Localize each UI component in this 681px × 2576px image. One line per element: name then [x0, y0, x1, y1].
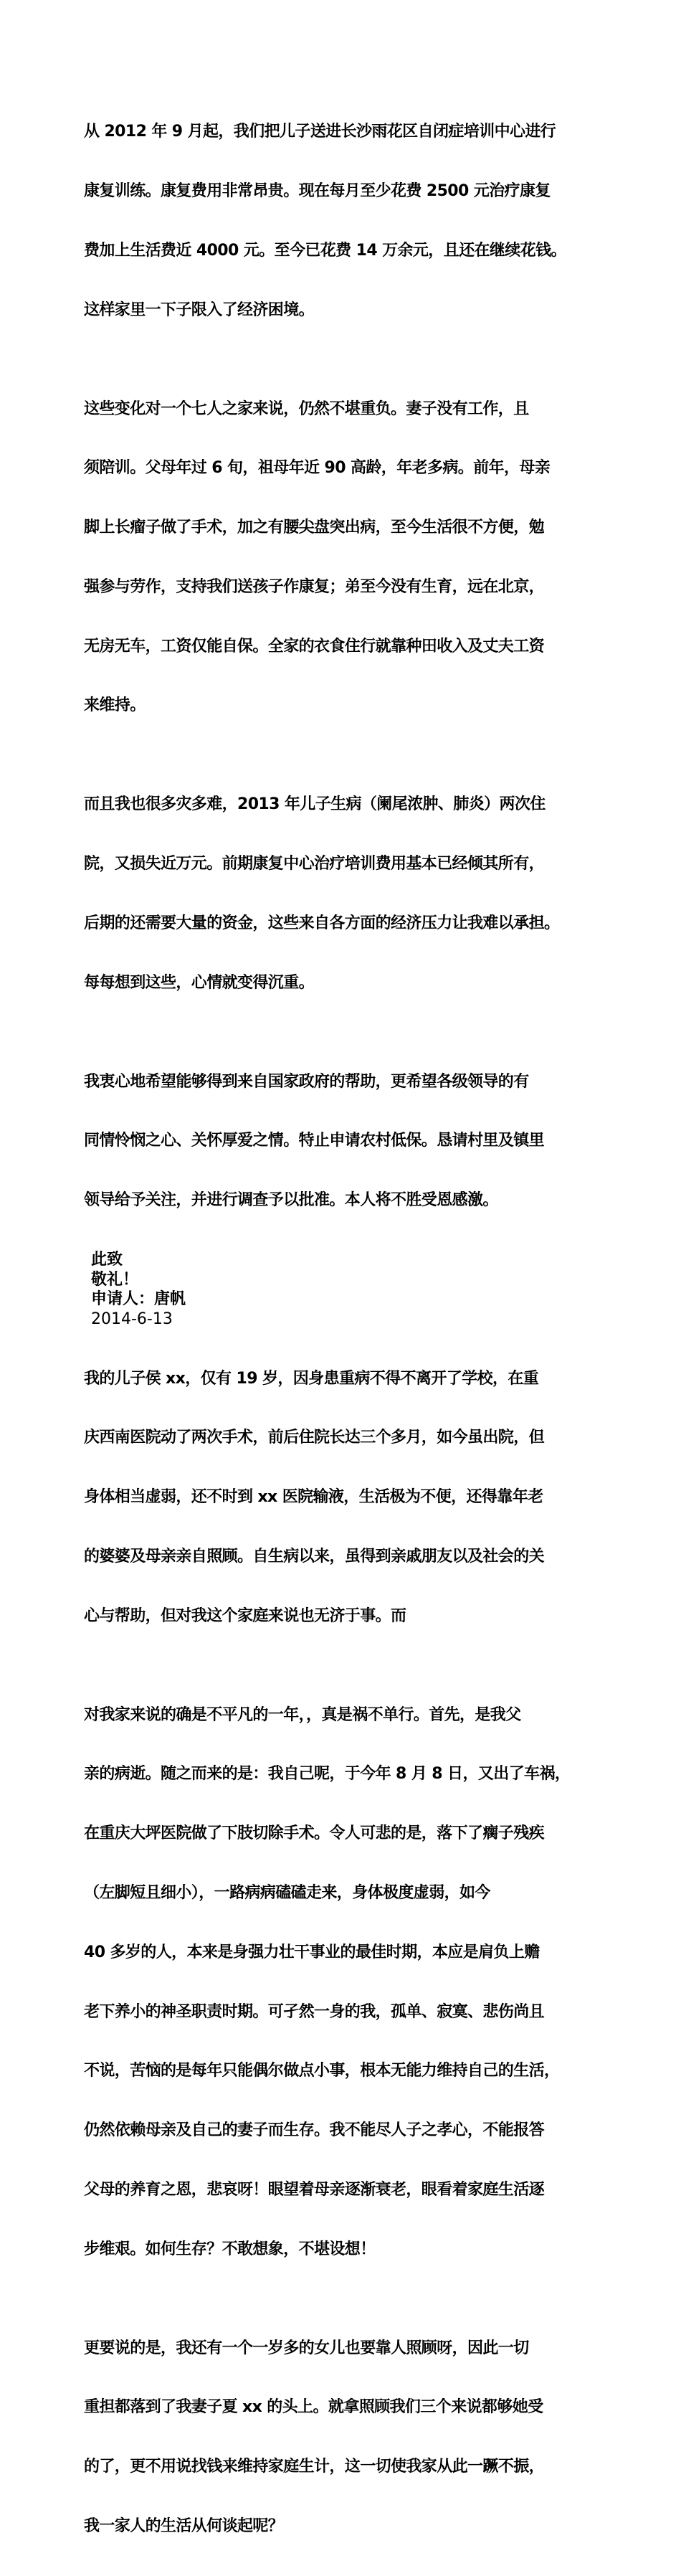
paragraph-accident — [84, 1666, 606, 2299]
text-line: 不说，苦恼的是每年只能偶尔做点小事，根本无能力维持自己的生活， — [84, 2062, 560, 2080]
text-line: 康复训练。康复费用非常昂贵。现在每月至少花费 2500 元治疗康复 — [84, 181, 551, 200]
closing-block — [84, 1250, 606, 1329]
text-line: 重担都落到了我妻子夏 xx 的头上。就拿照顾我们三个来说都够她受 — [84, 2398, 543, 2417]
text-line: 老下养小的神圣职责时期。可孑然一身的我，孤单、寂寞、悲伤尚且 — [84, 2002, 545, 2021]
text-line: 院，又损失近万元。前期康复中心治疗培训费用基本已经倾其所有， — [84, 855, 545, 873]
text-line: 40 多岁的人，本来是身强力壮干事业的最佳时期，本应是肩负上赡 — [84, 1943, 540, 1961]
text-line: 无房无车，工资仅能自保。全家的衣食住行就靠种田收入及丈夫工资 — [84, 637, 545, 655]
text-line: 须陪训。父母年过 6 旬，祖母年近 90 高龄，年老多病。前年，母亲 — [84, 459, 551, 478]
paragraph-son-illness — [84, 1329, 606, 1665]
text-line: 步维艰。如何生存？不敢想象，不堪设想！ — [84, 2240, 376, 2258]
text-line: 的婆婆及母亲亲自照顾。自生病以来，虽得到亲戚朋友以及社会的关 — [84, 1547, 545, 1566]
text-line: 费加上生活费近 4000 元。至今已花费 14 万余元，且还在继续花钱。 — [84, 241, 566, 260]
text-line: 更要说的是，我还有一个一岁多的女儿也要靠人照顾呀，因此一切 — [84, 2339, 529, 2357]
text-line: 同情怜悯之心、关怀厚爱之情。特止申请农村低保。恳请村里及镇里 — [84, 1132, 545, 1150]
text-line: 强参与劳作，支持我们送孩子作康复；弟至今没有生育，远在北京， — [84, 577, 545, 596]
applicant-signature: 申请人：唐帆 — [91, 1290, 186, 1309]
text-line: 庆西南医院动了两次手术，前后住院长达三个多月，如今虽出院，但 — [84, 1429, 545, 1447]
text-line: 我的儿子侯 xx，仅有 19 岁，因身患重病不得不离开了学校，在重 — [84, 1369, 539, 1388]
text-line: 来维持。 — [84, 696, 146, 715]
paragraph-hardships — [84, 755, 606, 1032]
letter-date: 2014-6-13 — [91, 1310, 173, 1328]
text-line: 身体相当虚弱，还不时到 xx 医院输液，生活极为不便，还得靠年老 — [84, 1488, 543, 1507]
text-line: 领导给予关注，并进行调查予以批准。本人将不胜受恩感激。 — [84, 1191, 498, 1210]
text-line: 而且我也很多灾多难，2013 年儿子生病（阑尾浓肿、肺炎）两次住 — [84, 795, 546, 814]
text-line: 在重庆大坪医院做了下肢切除手术。令人可悲的是，落下了瘸子残疾 — [84, 1824, 545, 1843]
closing-salutation: 此致 — [91, 1251, 123, 1269]
text-line: 从 2012 年 9 月起，我们把儿子送进长沙雨花区自闭症培训中心进行 — [84, 123, 556, 141]
text-line: 脚上长瘤子做了手术，加之有腰尖盘突出病，至今生活很不方便，勉 — [84, 518, 545, 537]
text-line: 亲的病逝。随之而来的是：我自己呢，于今年 8 月 8 日，又出了车祸， — [84, 1765, 571, 1784]
text-line: 我一家人的生活从何谈起呢？ — [84, 2517, 284, 2536]
text-line: 这样家里一下子限入了经济困境。 — [84, 300, 315, 319]
text-line: 父母的养育之恩，悲哀呀！眼望着母亲逐渐衰老，眼看着家庭生活逐 — [84, 2180, 545, 2199]
text-line: 心与帮助，但对我这个家庭来说也无济于事。而 — [84, 1606, 406, 1625]
paragraph-treatment-costs — [84, 82, 606, 359]
text-line: 我衷心地希望能够得到来自国家政府的帮助，更希望各级领导的有 — [84, 1072, 529, 1091]
text-line: 仍然依赖母亲及自己的妻子而生存。我不能尽人子之孝心，不能报答 — [84, 2121, 545, 2140]
document-body — [84, 82, 606, 2576]
paragraph-family-situation — [84, 359, 606, 755]
text-line: 的了，更不用说找钱来维持家庭生计，这一切使我家从此一蹶不振， — [84, 2458, 545, 2476]
text-line: 对我家来说的确是不平凡的一年，，真是祸不单行。首先，是我父 — [84, 1705, 521, 1724]
text-line: （左脚短且细小），一路病病磕磕走来，身体极度虚弱，如今 — [84, 1884, 490, 1903]
text-line: 每每想到这些，心情就变得沉重。 — [84, 973, 315, 992]
text-line: 这些变化对一个七人之家来说，仍然不堪重负。妻子没有工作，且 — [84, 399, 529, 418]
paragraph-request — [84, 1033, 606, 1251]
paragraph-daughter — [84, 2299, 606, 2576]
text-line: 后期的还需要大量的资金，这些来自各方面的经济压力让我难以承担。 — [84, 914, 560, 932]
closing-regards: 敬礼！ — [91, 1270, 139, 1289]
